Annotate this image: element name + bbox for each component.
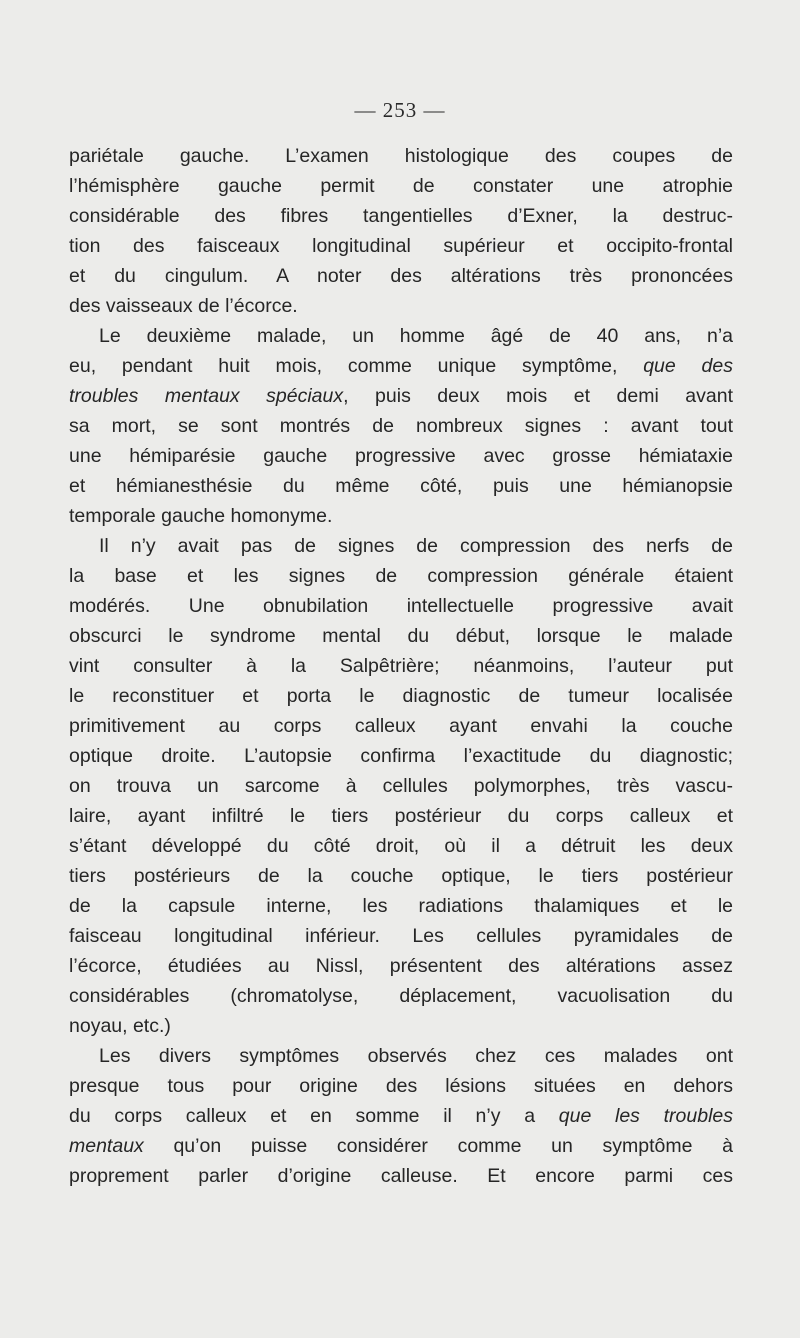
text-segment: laire, ayant infiltré le tiers postérieur du corps calleux et <box>69 805 733 827</box>
text-segment: vint consulter à la Salpêtrière; néanmoins, l’auteur put <box>69 655 733 677</box>
text-segment: qu’on puisse considérer comme un symptôme à <box>143 1135 733 1157</box>
text-line <box>69 291 733 321</box>
text-segment: s’étant développé du côté droit, où il a détruit les deux <box>69 835 733 857</box>
text-segment: on trouva un sarcome à cellules polymorphes, très vascu- <box>69 775 733 797</box>
italic-text-segment: mentaux <box>69 1135 144 1157</box>
text-line <box>69 981 733 1011</box>
text-segment: primitivement au corps calleux ayant envahi la couche <box>69 715 733 737</box>
text-line <box>69 171 733 201</box>
text-line <box>69 231 733 261</box>
text-line <box>69 411 733 441</box>
text-segment: du corps calleux et en somme il n’y a <box>69 1105 559 1127</box>
text-line <box>69 1011 733 1041</box>
text-line <box>69 261 733 291</box>
text-line <box>69 621 733 651</box>
text-segment: Les divers symptômes observés chez ces malades ont <box>99 1045 733 1067</box>
text-segment: modérés. Une obnubilation intellectuelle progressive avait <box>69 595 733 617</box>
italic-text-segment: que les troubles <box>558 1105 733 1127</box>
text-line <box>69 201 733 231</box>
text-segment: le reconstituer et porta le diagnostic de tumeur localisée <box>69 685 733 707</box>
text-segment: une hémiparésie gauche progressive avec grosse hémiataxie <box>69 445 733 467</box>
text-segment: presque tous pour origine des lésions situées en dehors <box>69 1075 733 1097</box>
text-segment: l’hémisphère gauche permit de constater une atrophie <box>69 175 733 197</box>
italic-text-segment: troubles mentaux spéciaux <box>69 385 344 407</box>
text-segment: tion des faisceaux longitudinal supérieur et occipito-frontal <box>69 235 733 257</box>
text-segment: considérable des fibres tangentielles d’Exner, la destruc- <box>69 205 733 227</box>
text-line <box>69 951 733 981</box>
text-segment: noyau, etc.) <box>69 1015 171 1037</box>
text-segment: l’écorce, étudiées au Nissl, présentent des altérations assez <box>69 955 733 977</box>
text-line <box>69 471 733 501</box>
text-segment: la base et les signes de compression générale étaient <box>69 565 733 587</box>
text-segment: eu, pendant huit mois, comme unique symptôme, <box>69 355 644 377</box>
text-line <box>69 711 733 741</box>
text-line <box>69 591 733 621</box>
text-line <box>69 831 733 861</box>
text-line <box>69 441 733 471</box>
text-segment: obscurci le syndrome mental du début, lorsque le malade <box>69 625 733 647</box>
text-segment: sa mort, se sont montrés de nombreux signes : avant tout <box>69 415 733 437</box>
text-line <box>69 381 733 411</box>
text-line <box>69 351 733 381</box>
text-line <box>69 1041 733 1071</box>
text-line <box>69 531 733 561</box>
text-line <box>69 501 733 531</box>
text-line <box>69 801 733 831</box>
text-line <box>69 561 733 591</box>
text-segment: de la capsule interne, les radiations thalamiques et le <box>69 895 733 917</box>
text-line <box>69 321 733 351</box>
text-segment: pariétale gauche. L’examen histologique des coupes de <box>69 145 733 167</box>
italic-text-segment: que des <box>643 355 733 377</box>
text-segment: temporale gauche homonyme. <box>69 505 333 527</box>
text-line <box>69 141 733 171</box>
text-segment: optique droite. L’autopsie confirma l’exactitude du diagnostic; <box>69 745 733 767</box>
page-number: — 253 — <box>354 98 446 122</box>
text-segment: proprement parler d’origine calleuse. Et encore parmi ces <box>69 1165 733 1187</box>
text-segment: tiers postérieurs de la couche optique, le tiers postérieur <box>69 865 733 887</box>
text-segment: faisceau longitudinal inférieur. Les cellules pyramidales de <box>69 925 733 947</box>
text-line <box>69 771 733 801</box>
text-line <box>69 741 733 771</box>
text-line <box>69 1131 733 1161</box>
text-line <box>69 891 733 921</box>
text-segment: , puis deux mois et demi avant <box>343 385 733 407</box>
text-line <box>69 861 733 891</box>
body-text <box>69 141 733 1191</box>
text-line <box>69 1071 733 1101</box>
text-line <box>69 651 733 681</box>
text-segment: et hémianesthésie du même côté, puis une hémianopsie <box>69 475 733 497</box>
text-segment: et du cingulum. A noter des altérations très prononcées <box>69 265 733 287</box>
text-line <box>69 1101 733 1131</box>
text-segment: Le deuxième malade, un homme âgé de 40 ans, n’a <box>99 325 733 347</box>
text-segment: considérables (chromatolyse, déplacement, vacuolisation du <box>69 985 733 1007</box>
text-line <box>69 1161 733 1191</box>
text-line <box>69 921 733 951</box>
text-segment: des vaisseaux de l’écorce. <box>69 295 298 317</box>
text-line <box>69 681 733 711</box>
text-segment: Il n’y avait pas de signes de compression des nerfs de <box>99 535 733 557</box>
